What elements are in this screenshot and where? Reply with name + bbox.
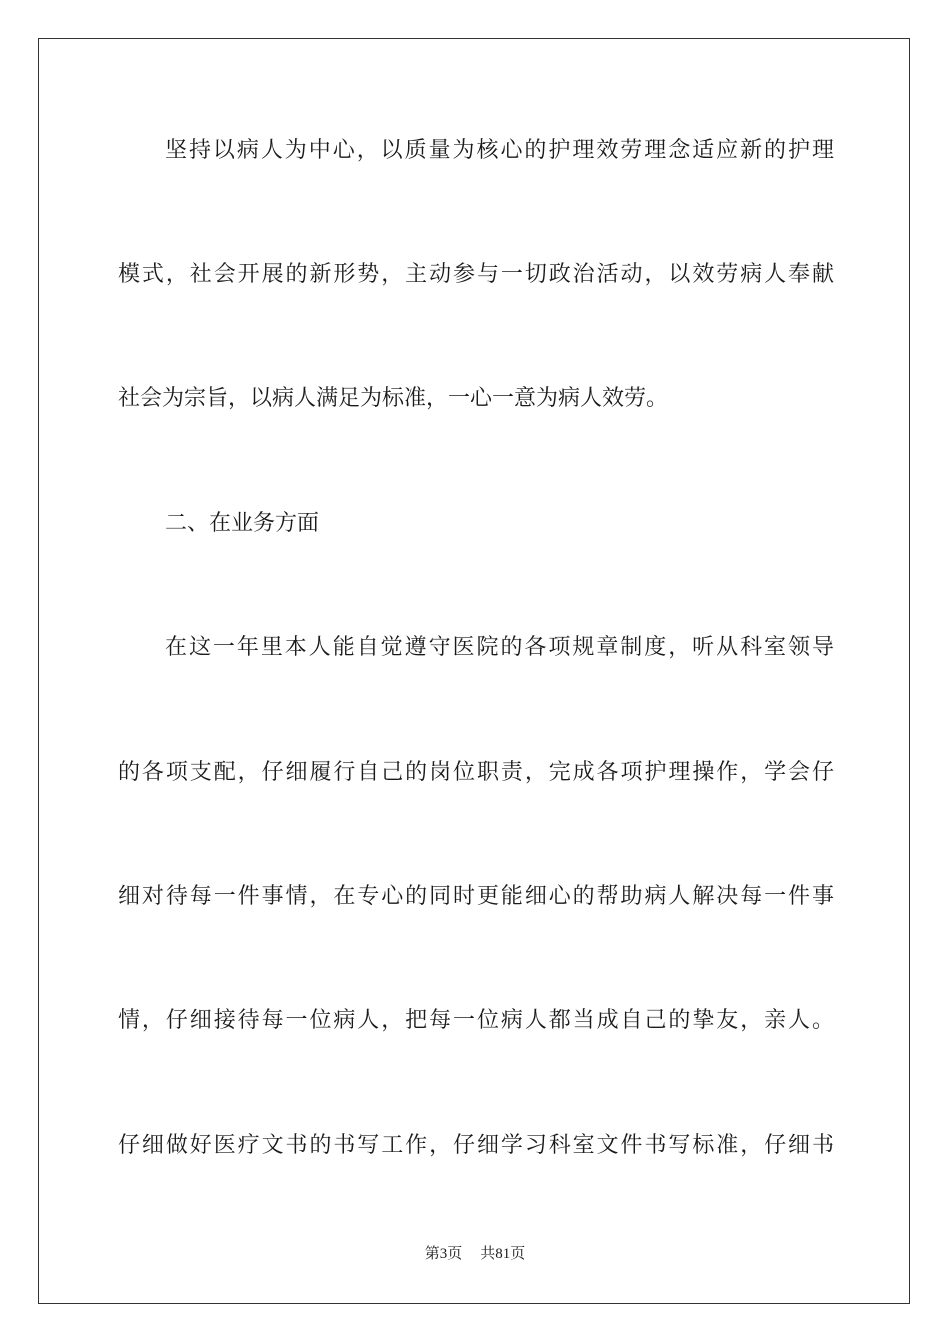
page-border [38,38,910,1304]
page-total: 共81页 [480,1246,526,1262]
paragraph-line: 模式，社会开展的新形势，主动参与一切政治活动，以效劳病人奉献 [118,262,834,287]
page-number: 第3页 [424,1246,463,1262]
paragraph-line: 社会为宗旨，以病人满足为标准，一心一意为病人效劳。 [118,386,669,411]
page-footer [0,1244,950,1264]
paragraph-line: 的各项支配，仔细履行自己的岗位职责，完成各项护理操作，学会仔 [118,760,834,785]
paragraph-line: 坚持以病人为中心，以质量为核心的护理效劳理念适应新的护理 [165,138,834,163]
section-heading: 二、在业务方面 [165,511,320,536]
paragraph-line: 细对待每一件事情，在专心的同时更能细心的帮助病人解决每一件事 [118,884,834,909]
paragraph-line: 仔细做好医疗文书的书写工作，仔细学习科室文件书写标准，仔细书 [118,1133,834,1158]
paragraph-line: 在这一年里本人能自觉遵守医院的各项规章制度，听从科室领导 [165,635,834,660]
paragraph-line: 情，仔细接待每一位病人，把每一位病人都当成自己的挚友，亲人。 [118,1008,834,1033]
